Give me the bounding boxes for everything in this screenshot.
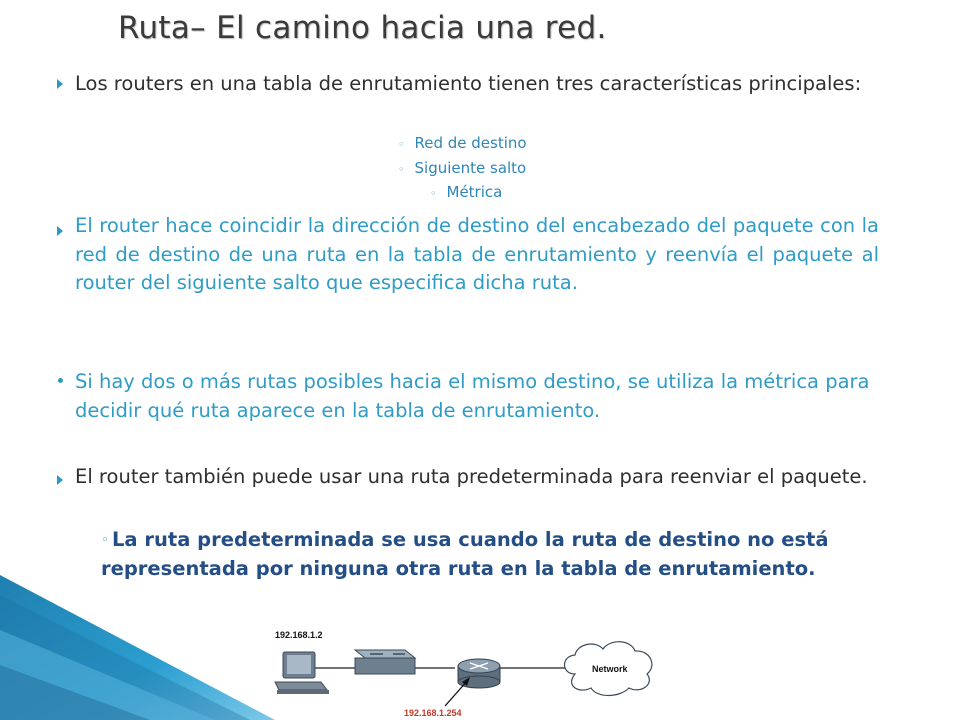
router-ip-label: 192.168.1.254 xyxy=(404,708,462,718)
pc-icon xyxy=(275,652,329,694)
dot-bullet-icon xyxy=(58,378,63,383)
paragraph-2: El router hace coincidir la dirección de destino del encabezado del paquete con la red de destino de una ruta en la tabla de enrutamiento y reenvía el paquete al router del siguiente salto que especifica dicha ruta. xyxy=(75,214,879,294)
sub-item-siguiente-salto: ◦ Siguiente salto xyxy=(398,159,527,177)
network-cloud-label: Network xyxy=(592,664,628,674)
sub-item-red-destino: ◦ Red de destino xyxy=(398,134,527,152)
paragraph-4: El router también puede usar una ruta predeterminada para reenviar el paquete. xyxy=(75,465,868,488)
circle-bullet-icon: ◦ xyxy=(398,138,405,151)
decorative-corner-wedge xyxy=(0,575,290,720)
switch-icon xyxy=(355,650,415,674)
arrow-bullet-icon xyxy=(57,226,63,236)
arrow-bullet-icon xyxy=(57,79,63,89)
paragraph-3: Si hay dos o más rutas posibles hacia el mismo destino, se utiliza la métrica para decidir qué ruta aparece en la tabla de enrutamiento. xyxy=(75,370,870,422)
slide-title: Ruta– El camino hacia una red. xyxy=(118,10,607,46)
paragraph-5: La ruta predeterminada se usa cuando la ruta de destino no está representada por ninguna otra ruta en la tabla de enrutamiento. xyxy=(101,528,829,580)
sub-item-metrica: ◦ Métrica xyxy=(430,183,503,201)
host-ip-label: 192.168.1.2 xyxy=(275,630,323,640)
arrow-bullet-icon xyxy=(57,475,63,485)
circle-bullet-icon: ◦ xyxy=(430,187,437,200)
circle-bullet-icon: ◦ xyxy=(101,533,109,548)
circle-bullet-icon: ◦ xyxy=(398,163,405,176)
paragraph-1: Los routers en una tabla de enrutamiento tienen tres características principales: xyxy=(75,72,862,95)
